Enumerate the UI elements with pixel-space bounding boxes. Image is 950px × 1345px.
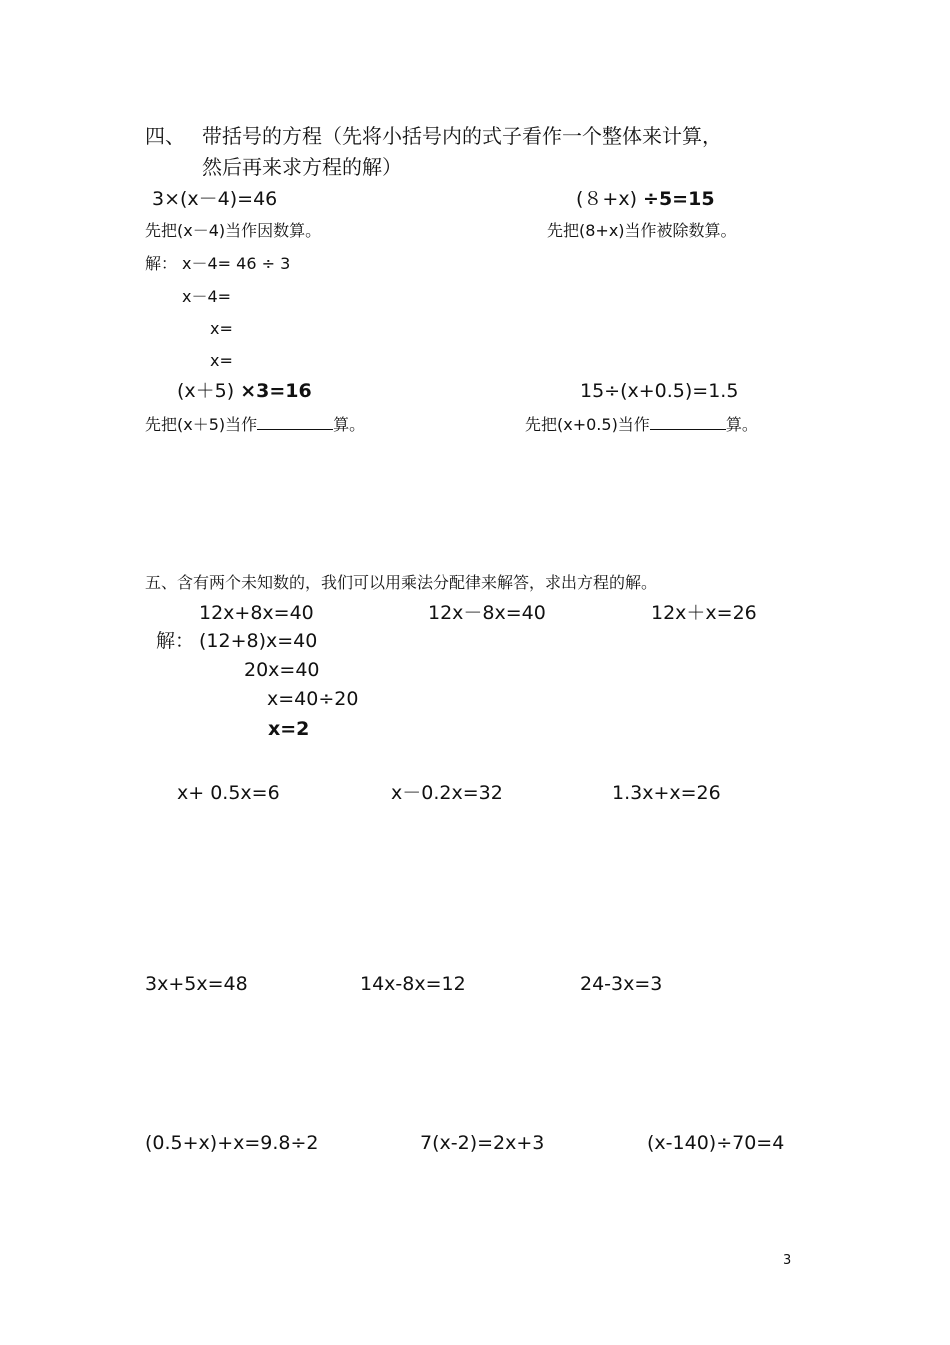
problem-3-hint-start: 先把(x＋5)当作 <box>145 415 258 434</box>
section-5-title: 五、含有两个未知数的，我们可以用乘法分配律来解答，求出方程的解。 <box>145 573 658 592</box>
problem-3-hint <box>145 415 365 433</box>
problem-2-equation <box>576 190 715 209</box>
problem-5-10: (0.5+x)+x=9.8÷2 <box>145 1132 319 1154</box>
example-equation: 12x+8x=40 <box>199 602 314 624</box>
problem-5-4: x+ 0.5x=6 <box>177 782 280 804</box>
problem-1-step-3: x= <box>210 319 233 338</box>
problem-2-hint: 先把(8+x)当作被除数算。 <box>547 221 737 240</box>
problem-5-5: x－0.2x=32 <box>391 782 503 804</box>
problem-4-hint-start: 先把(x+0.5)当作 <box>525 415 650 434</box>
problem-4-equation: 15÷(x+0.5)=1.5 <box>580 380 739 402</box>
problem-2-equation-part-b: ÷5=15 <box>643 188 715 210</box>
page-number: 3 <box>783 1253 792 1268</box>
problem-5-2: 12x－8x=40 <box>428 602 546 624</box>
problem-4-hint <box>525 415 758 433</box>
problem-5-9: 24-3x=3 <box>580 973 663 995</box>
section-4-number: 四、 <box>145 124 185 148</box>
example-step-1: (12+8)x=40 <box>199 630 318 652</box>
problem-3-answer-blank[interactable] <box>257 415 333 430</box>
problem-5-12: (x-140)÷70=4 <box>647 1132 785 1154</box>
problem-5-7: 3x+5x=48 <box>145 973 248 995</box>
problem-1-equation: 3×(x－4)=46 <box>152 188 278 210</box>
example-step-2: 20x=40 <box>244 659 320 681</box>
problem-1-step-2: x－4= <box>182 287 232 306</box>
problem-1-step-4: x= <box>210 351 233 370</box>
example-step-4: x=2 <box>268 718 310 740</box>
problem-4-hint-end: 算。 <box>725 415 758 434</box>
problem-5-11: 7(x-2)=2x+3 <box>420 1132 545 1154</box>
example-solve-label: 解： <box>156 630 195 652</box>
problem-3-equation-part-b: ×3=16 <box>240 380 312 402</box>
section-4-title-line2: 然后再来求方程的解） <box>202 155 402 179</box>
problem-3-equation <box>177 382 312 401</box>
problem-3-equation-part-a: (x＋5) <box>177 380 235 402</box>
problem-3-hint-end: 算。 <box>333 415 366 434</box>
example-step-3: x=40÷20 <box>267 688 359 710</box>
problem-5-6: 1.3x+x=26 <box>612 782 721 804</box>
problem-1-step-1: x－4= 46 ÷ 3 <box>182 254 291 273</box>
problem-5-8: 14x-8x=12 <box>360 973 466 995</box>
section-4-title-line1: 带括号的方程（先将小括号内的式子看作一个整体来计算， <box>202 124 722 148</box>
problem-4-answer-blank[interactable] <box>650 415 726 430</box>
problem-1-solve-label: 解： <box>145 254 178 273</box>
problem-2-equation-part-a: (８+x) <box>576 188 637 210</box>
problem-1-hint: 先把(x－4)当作因数算。 <box>145 221 322 240</box>
problem-5-3: 12x＋x=26 <box>651 602 757 624</box>
